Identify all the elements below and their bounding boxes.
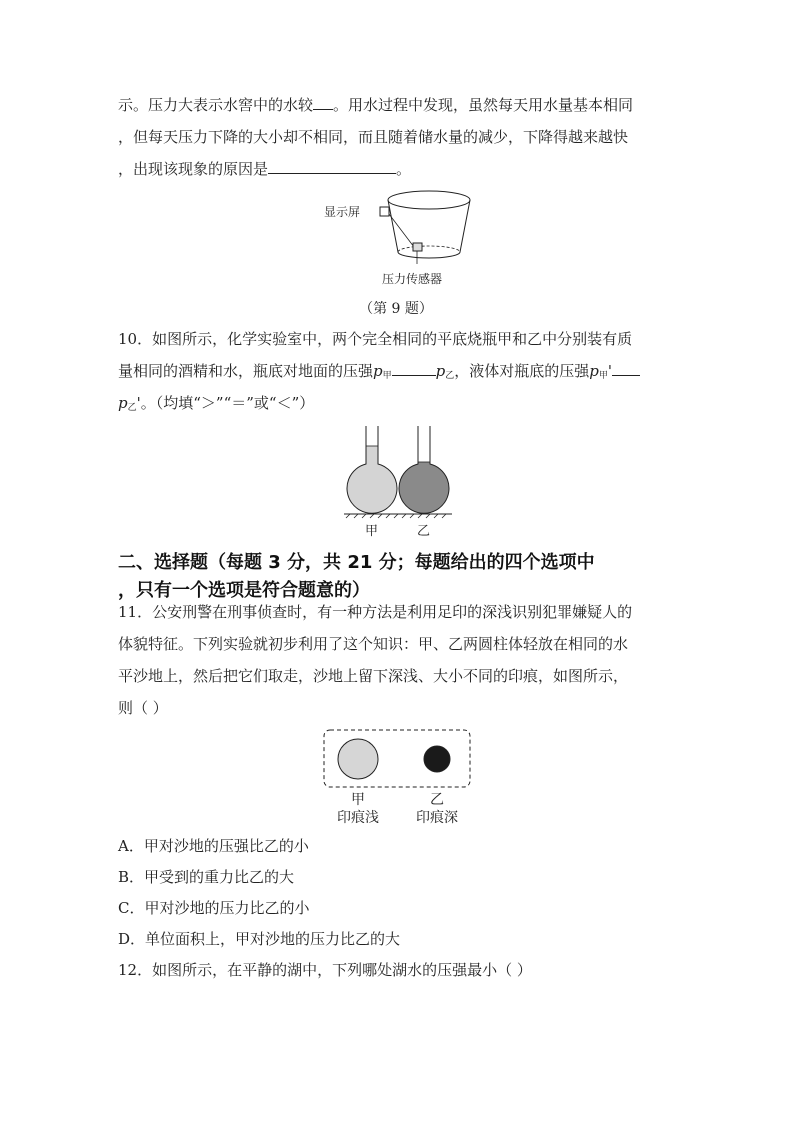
q9-text: ，出现该现象的原因是 bbox=[118, 160, 269, 178]
q9-text: 示。压力大表示水窖中的水较 bbox=[118, 96, 314, 114]
section-2-heading-line-2: ，只有一个选项是符合题意的） bbox=[118, 580, 370, 601]
cellar-bottom-back bbox=[398, 246, 460, 252]
q12-line-1: 12．如图所示，在平静的湖中，下列哪处湖水的压强最小（ ） bbox=[118, 961, 532, 979]
q10-text: ，液体对瓶底的压强 bbox=[454, 362, 590, 380]
cellar-bottom bbox=[398, 252, 460, 258]
q9-text: 。用水过程中发现，虽然每天用水量基本相同 bbox=[333, 96, 634, 114]
figure-9-caption: （第 9 题） bbox=[359, 301, 433, 317]
answer-blank[interactable] bbox=[392, 361, 436, 376]
label-display-screen: 显示屏 bbox=[324, 205, 361, 219]
q9-line-3 bbox=[118, 158, 678, 180]
option-b[interactable]: B．甲受到的重力比乙的大 bbox=[118, 868, 295, 886]
flask-jia bbox=[347, 426, 397, 513]
answer-blank[interactable] bbox=[268, 159, 396, 174]
flask-yi bbox=[399, 426, 449, 513]
q9-line-1 bbox=[118, 94, 678, 116]
q9-text: 。 bbox=[396, 160, 412, 178]
label-yi-note: 印痕深 bbox=[416, 810, 458, 826]
q10-text: 。（均填“＞”“＝”或“＜”） bbox=[140, 394, 315, 412]
label-pressure-sensor: 压力传感器 bbox=[382, 272, 443, 286]
display-screen-box bbox=[380, 207, 389, 216]
label-jia: 甲 bbox=[351, 792, 365, 808]
cellar-right-wall bbox=[460, 200, 470, 252]
sensor-wire bbox=[389, 214, 414, 247]
imprint-yi bbox=[424, 746, 450, 772]
q11-line-3: 平沙地上，然后把它们取走，沙地上留下深浅、大小不同的印痕，如图所示， bbox=[118, 667, 629, 685]
subscript-yi: 乙 bbox=[127, 403, 137, 413]
label-flask-yi: 乙 bbox=[417, 524, 431, 539]
subscript-yi: 乙 bbox=[445, 371, 455, 381]
answer-blank[interactable] bbox=[313, 95, 333, 110]
q10-line-2 bbox=[118, 360, 678, 387]
ground-hatching bbox=[346, 514, 446, 518]
q9-line-2: ，但每天压力下降的大小却不相同，而且随着储水量的减少，下降得越来越快 bbox=[118, 128, 629, 146]
option-a[interactable]: A．甲对沙地的压强比乙的小 bbox=[118, 837, 309, 855]
label-flask-jia: 甲 bbox=[365, 524, 379, 539]
q10-line-1: 10．如图所示，化学实验室中，两个完全相同的平底烧瓶甲和乙中分别装有质 bbox=[118, 330, 633, 348]
q11-line-2: 体貌特征。下列实验就初步利用了这个知识：甲、乙两圆柱体轻放在相同的水 bbox=[118, 635, 629, 653]
q11-line-1: 11．公安刑警在刑事侦查时，有一种方法是利用足印的深浅识别犯罪嫌疑人的 bbox=[118, 603, 633, 621]
pressure-sensor-box bbox=[413, 243, 422, 251]
cellar-top-rim bbox=[388, 191, 470, 209]
q11-line-4: 则（ ） bbox=[118, 699, 168, 717]
pressure-symbol: p bbox=[435, 362, 446, 380]
pressure-symbol: p bbox=[373, 362, 383, 380]
label-jia-note: 印痕浅 bbox=[337, 810, 379, 826]
q10-text: 量相同的酒精和水，瓶底对地面的压强 bbox=[118, 362, 374, 380]
pressure-symbol: p bbox=[589, 362, 599, 380]
label-yi: 乙 bbox=[430, 792, 444, 808]
water-cellar-figure bbox=[320, 186, 480, 292]
option-d[interactable]: D．单位面积上，甲对沙地的压力比乙的大 bbox=[118, 930, 401, 948]
prime-mark: ' bbox=[607, 362, 613, 380]
imprint-jia bbox=[338, 739, 378, 779]
prime-mark: ' bbox=[136, 394, 141, 412]
option-c[interactable]: C．甲对沙地的压力比乙的小 bbox=[118, 899, 310, 917]
q10-line-3 bbox=[118, 392, 678, 419]
section-2-heading-line-1: 二、选择题（每题 3 分，共 21 分；每题给出的四个选项中 bbox=[118, 552, 595, 573]
flasks-figure bbox=[342, 422, 454, 540]
answer-blank[interactable] bbox=[612, 361, 640, 376]
pressure-symbol: p bbox=[118, 394, 128, 412]
subscript-jia: 甲 bbox=[382, 371, 392, 381]
subscript-jia: 甲 bbox=[598, 371, 608, 381]
